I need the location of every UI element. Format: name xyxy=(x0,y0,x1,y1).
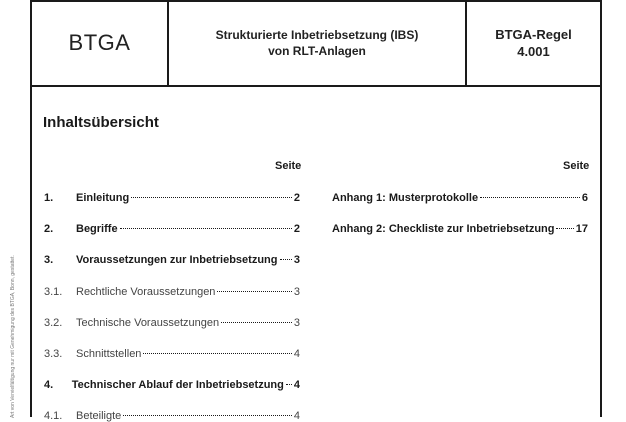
toc-appendix-entry[interactable] xyxy=(332,223,588,235)
toc-entry-page: 4 xyxy=(293,410,300,422)
toc-leader-dots xyxy=(286,384,292,385)
toc-appendix-title: Anhang 1: Musterprotokolle xyxy=(332,192,479,204)
toc-leader-dots xyxy=(131,197,292,198)
toc-entry[interactable] xyxy=(44,223,300,235)
toc-entry-page: 3 xyxy=(293,286,300,298)
toc-leader-dots xyxy=(123,415,292,416)
toc-entry[interactable] xyxy=(44,410,300,422)
toc-entry[interactable] xyxy=(44,379,300,391)
seite-label-left: Seite xyxy=(275,160,302,172)
copyright-side-note: Art von Vervielfältigung nur mit Genehmigung des BTGA, Bonn, gestattet. xyxy=(10,255,16,418)
toc-appendix-page: 6 xyxy=(581,192,588,204)
toc-entry[interactable] xyxy=(44,254,300,266)
toc-entry[interactable] xyxy=(44,286,300,298)
toc-entry-title: Beteiligte xyxy=(76,410,122,422)
toc-leader-dots xyxy=(217,291,291,292)
toc-heading: Inhaltsübersicht xyxy=(43,114,159,131)
toc-entry-page: 2 xyxy=(293,223,300,235)
rule-number: 4.001 xyxy=(517,43,550,59)
toc-entry-title: Begriffe xyxy=(76,223,118,235)
toc-entry-number: 2. xyxy=(44,223,54,235)
document-title-line-2: von RLT-Anlagen xyxy=(268,43,366,58)
toc-entry-title: Schnittstellen xyxy=(76,348,142,360)
toc-entry-title: Voraussetzungen zur Inbetriebsetzung xyxy=(76,254,278,266)
toc-entry[interactable] xyxy=(44,192,300,204)
toc-entry[interactable] xyxy=(44,317,300,329)
frame-right-border xyxy=(600,0,602,417)
toc-entry-page: 4 xyxy=(293,348,300,360)
toc-appendix-page: 17 xyxy=(575,223,588,235)
toc-entry-title: Technischer Ablauf der Inbetriebsetzung xyxy=(71,379,284,391)
toc-entry-title: Technische Voraussetzungen xyxy=(76,317,220,329)
toc-leader-dots xyxy=(143,353,291,354)
toc-entry-page: 2 xyxy=(293,192,300,204)
toc-entry-number: 1. xyxy=(44,192,54,204)
rule-label: BTGA-Regel xyxy=(495,26,572,42)
brand-logo-text: BTGA xyxy=(68,29,131,55)
toc-entry-page: 3 xyxy=(293,254,300,266)
toc-entry-number: 3.2. xyxy=(44,317,63,329)
toc-entry-title: Rechtliche Voraussetzungen xyxy=(76,286,216,298)
toc-entry-page: 3 xyxy=(293,317,300,329)
toc-leader-dots xyxy=(480,197,580,198)
toc-entry-number: 3. xyxy=(44,254,54,266)
toc-entry-number: 4. xyxy=(44,379,54,391)
toc-entry-title: Einleitung xyxy=(76,192,130,204)
header-bottom-border xyxy=(30,85,602,87)
toc-entry-number: 3.1. xyxy=(44,286,63,298)
header-brand-cell xyxy=(32,0,167,85)
toc-leader-dots xyxy=(120,228,292,229)
header-rule-cell xyxy=(467,0,600,85)
toc-entry-number: 3.3. xyxy=(44,348,63,360)
document-title-line-1: Strukturierte Inbetriebsetzung (IBS) xyxy=(215,27,419,42)
toc-leader-dots xyxy=(556,228,573,229)
toc-leader-dots xyxy=(280,259,292,260)
toc-entry-page: 4 xyxy=(293,379,300,391)
toc-entry-number: 4.1. xyxy=(44,410,63,422)
toc-appendix-title: Anhang 2: Checkliste zur Inbetriebsetzung xyxy=(332,223,555,235)
toc-entry[interactable] xyxy=(44,348,300,360)
toc-appendix-entry[interactable] xyxy=(332,192,588,204)
seite-label-right: Seite xyxy=(563,160,590,172)
toc-leader-dots xyxy=(221,322,292,323)
header-title-cell xyxy=(169,0,465,85)
